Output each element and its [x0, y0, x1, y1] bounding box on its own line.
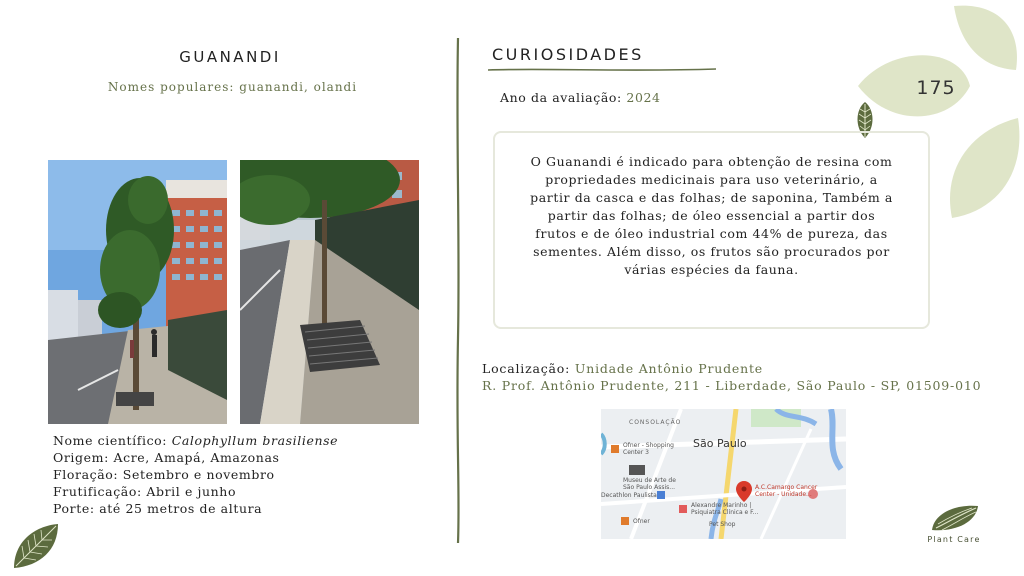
fact-label: Floração:: [53, 467, 119, 482]
logo-name: Plant Care: [927, 535, 981, 544]
location-address: R. Prof. Antônio Prudente, 211 - Liberdade, São Paulo - SP, 01509-010: [482, 378, 982, 393]
map-label-ofner: Ofner: [633, 518, 650, 525]
page-number: 175: [916, 77, 956, 99]
map-poi-text: Psiquiatra Clínica e F...: [691, 509, 759, 516]
decorative-leaf-bottom-left: [10, 520, 62, 572]
evaluation-year-label: Ano da avaliação:: [500, 90, 622, 105]
map-poi-text: Center - Unidade...: [755, 491, 812, 498]
fact-scientific-name: [53, 432, 413, 449]
tree-photo-street: [48, 160, 227, 424]
map-poi-text: Ofner - Shopping: [623, 442, 674, 449]
fact-value: Setembro e novembro: [122, 467, 275, 482]
fact-label: Nome científico:: [53, 433, 168, 448]
location-label: Localização:: [482, 361, 571, 376]
fact-value: até 25 metros de altura: [99, 501, 263, 516]
popular-names-value: guanandi, olandi: [239, 80, 358, 94]
fact-flowering: [53, 466, 413, 483]
location-map[interactable]: [601, 409, 846, 539]
plant-care-logo: [918, 500, 990, 552]
map-label-pet: Pet Shop: [709, 521, 736, 528]
map-poi-text: A.C.Camargo Cancer: [755, 484, 818, 491]
popular-names-label: Nomes populares:: [107, 80, 235, 94]
map-label-hospital: [755, 484, 817, 498]
map-poi-text: São Paulo Assis...: [623, 484, 676, 491]
fact-value: Abril e junho: [146, 484, 237, 499]
location-line: [482, 360, 981, 377]
tree-photo-sidewalk: [240, 160, 419, 424]
fact-fruiting: [53, 483, 413, 500]
popular-names: [90, 80, 375, 94]
map-label-clinic: [691, 502, 758, 516]
leaf-shape-top: [954, 6, 1017, 70]
map-label-decathlon: Decathlon Paulista: [601, 492, 657, 499]
map-poi-text: Center 3: [623, 449, 649, 456]
leaf-shape-bottom: [950, 118, 1019, 218]
fact-label: Frutificação:: [53, 484, 142, 499]
curiosity-text: O Guanandi é indicado para obtenção de resina com propriedades medicinais para uso veterinário, a partir da casca e das folhas; de saponina, Também a partir das folhas; de óleo essencial a partir dos frutos e de óleo industrial com 44% de pureza, das sementes. Além disso, os frutos são procurados por várias espécies da fauna.: [530, 154, 893, 277]
map-label-city: São Paulo: [693, 437, 747, 450]
map-label-district: CONSOLAÇÃO: [629, 419, 682, 426]
curiosities-title: CURIOSIDADES: [492, 45, 644, 64]
fact-label: Porte:: [53, 501, 95, 516]
evaluation-year: [500, 90, 661, 105]
fact-size: [53, 500, 413, 517]
curiosity-text-box: [493, 131, 930, 329]
vertical-divider: [455, 38, 461, 543]
evaluation-year-value: 2024: [626, 90, 661, 105]
title-underline: [488, 66, 716, 74]
fact-value: Acre, Amapá, Amazonas: [113, 450, 280, 465]
map-label-museum: [623, 477, 676, 491]
species-title: GUANANDI: [179, 48, 281, 66]
species-facts: [53, 432, 413, 517]
fact-value: Calophyllum brasiliense: [171, 433, 339, 448]
map-label-shopping: [623, 442, 674, 456]
location-block: [482, 360, 981, 394]
fact-label: Origem:: [53, 450, 109, 465]
fact-origin: [53, 449, 413, 466]
map-poi-text: Museu de Arte de: [623, 477, 676, 484]
location-unit: Unidade Antônio Prudente: [574, 361, 763, 376]
map-poi-text: Alexandre Marinho |: [691, 502, 752, 509]
